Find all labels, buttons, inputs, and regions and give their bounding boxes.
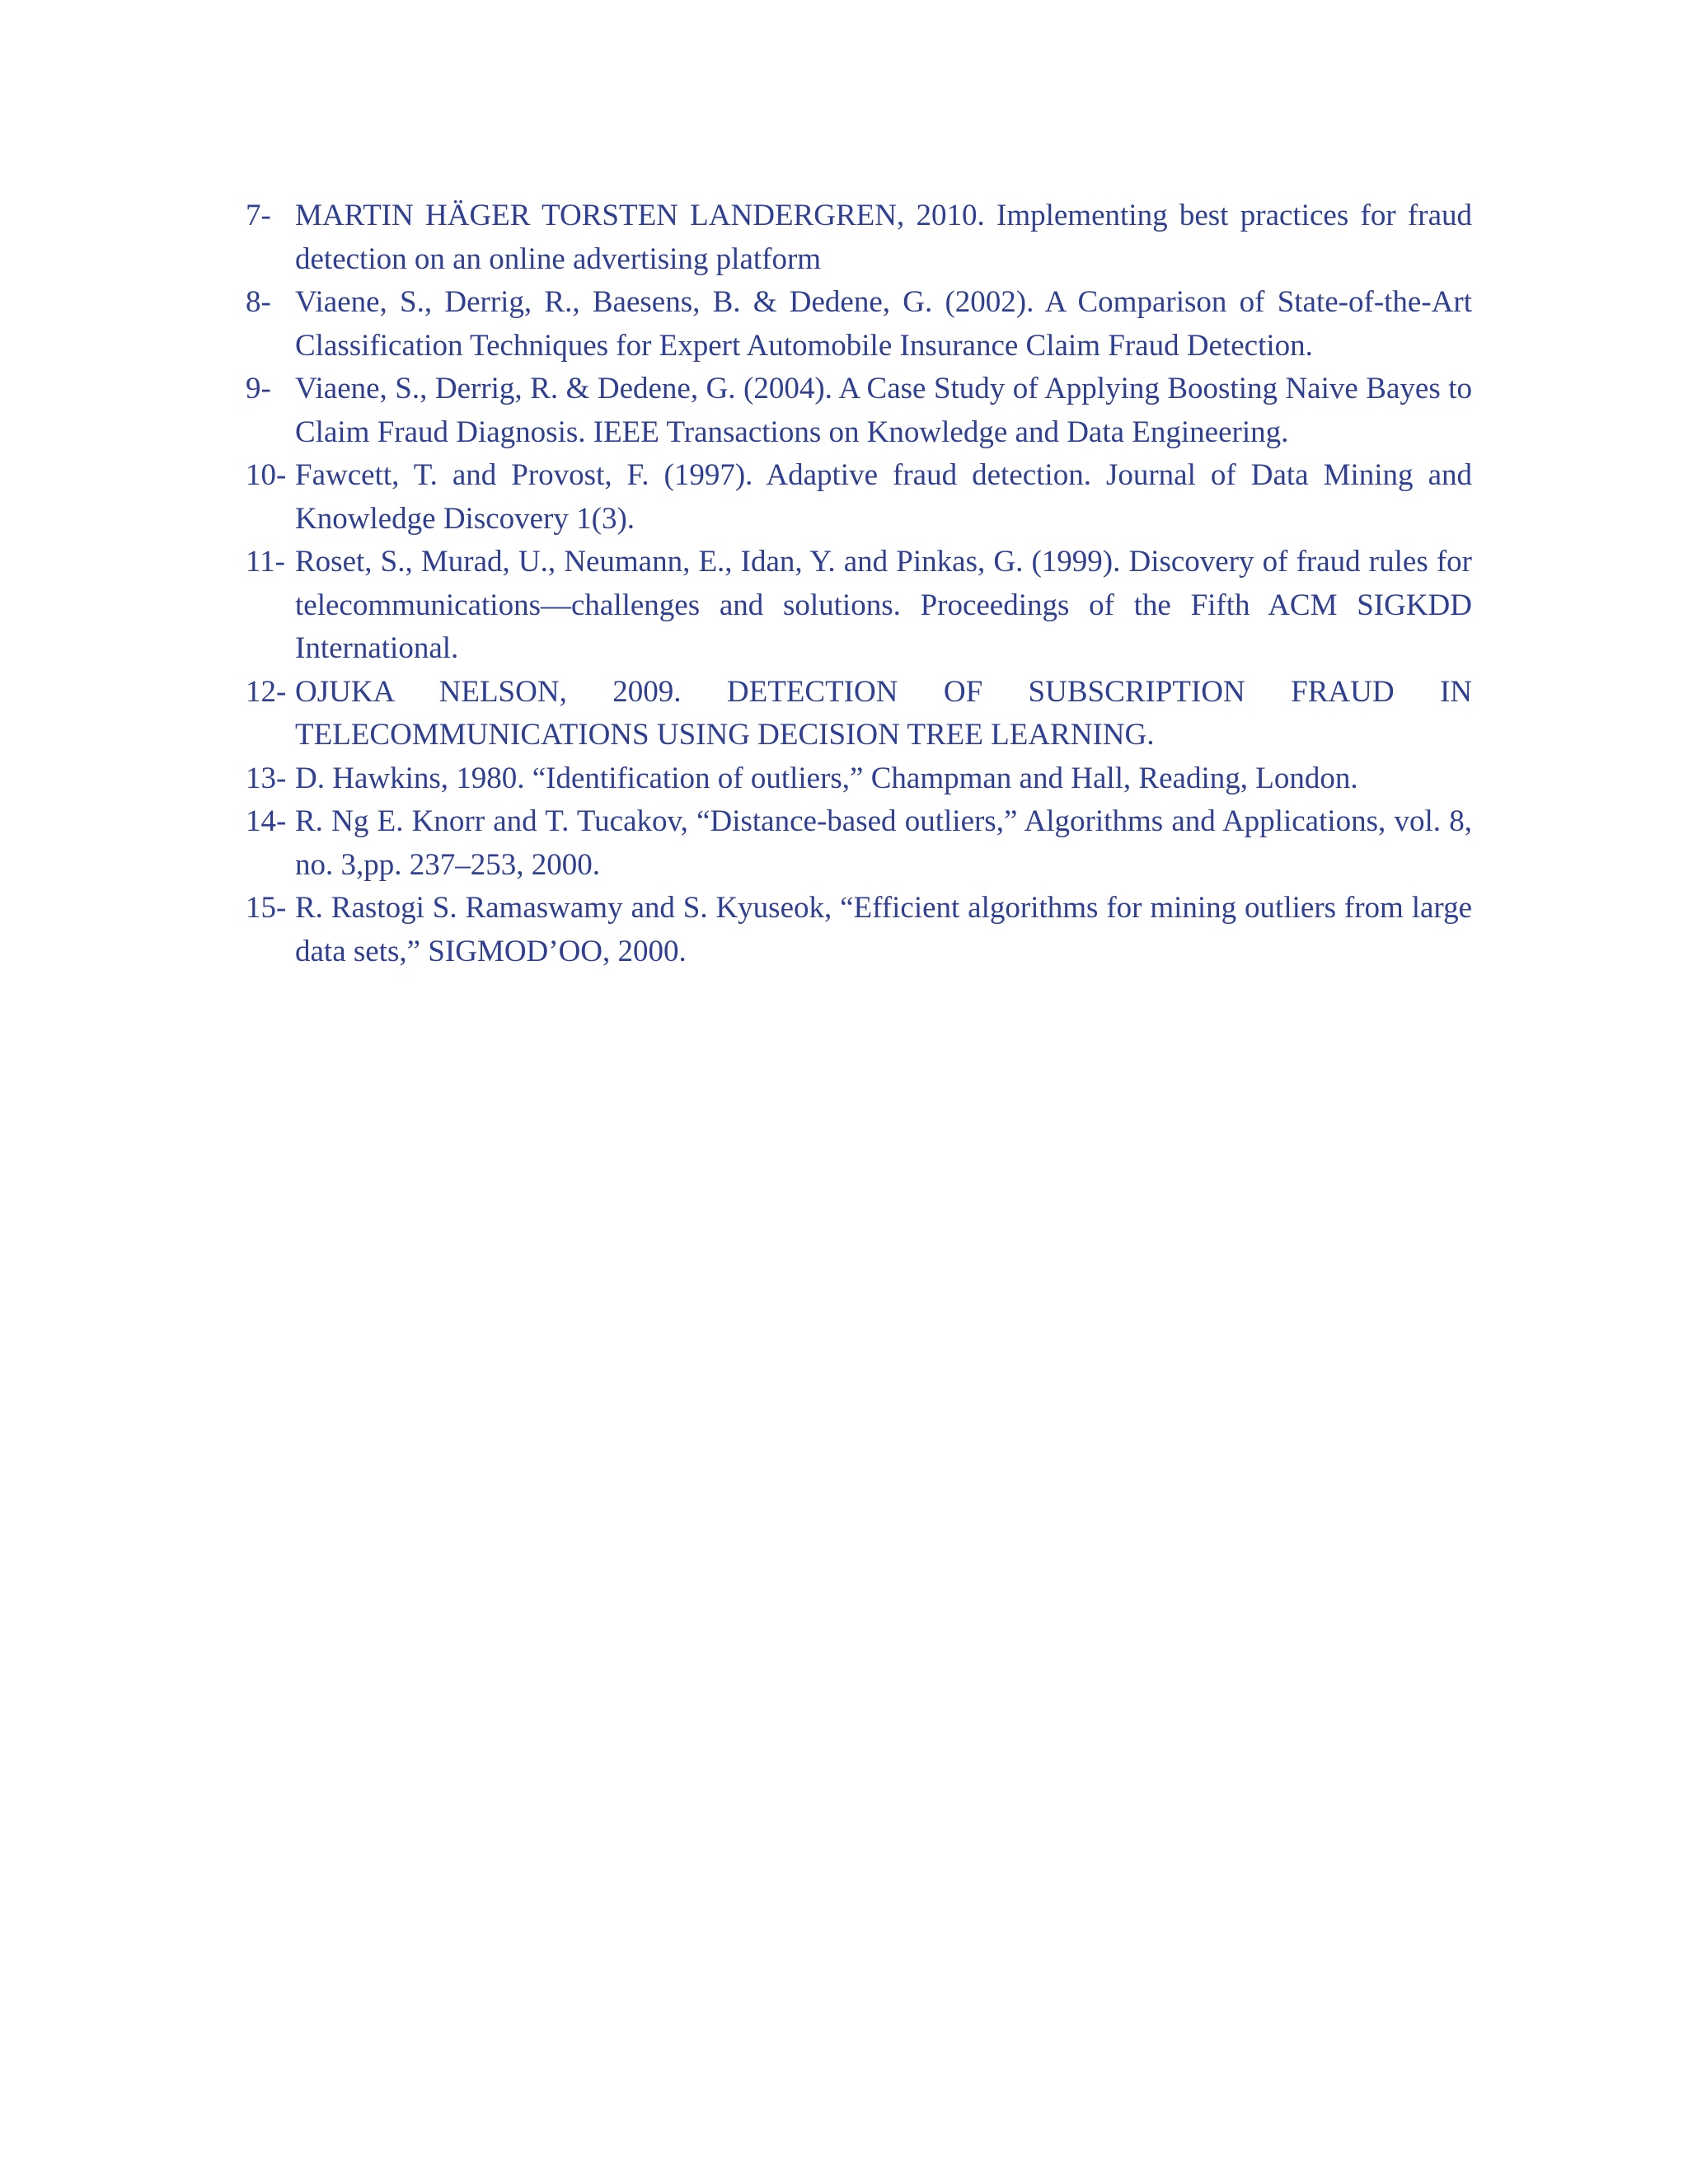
reference-number: 8- [246, 285, 271, 319]
reference-item-13 [246, 757, 1472, 801]
reference-number: 7- [246, 199, 271, 232]
reference-number: 14- [246, 804, 287, 838]
reference-number: 10- [246, 458, 287, 492]
reference-list [246, 194, 1472, 973]
reference-text: D. Hawkins, 1980. “Identification of outliers,” Champman and Hall, Reading, London. [295, 761, 1358, 795]
reference-item-10 [246, 454, 1472, 541]
reference-text: R. Ng E. Knorr and T. Tucakov, “Distance-based outliers,” Algorithms and Applications, vol. 8, no. 3,pp. 237–253, 2000. [295, 804, 1472, 882]
reference-text: Viaene, S., Derrig, R. & Dedene, G. (2004). A Case Study of Applying Boosting Naive Bayes to Claim Fraud Diagnosis. IEEE Transactions on Knowledge and Data Engineering. [295, 372, 1472, 449]
reference-text: Viaene, S., Derrig, R., Baesens, B. & Dedene, G. (2002). A Comparison of State-of-the-Art Classification Techniques for Expert Automobile Insurance Claim Fraud Detection. [295, 285, 1472, 363]
reference-item-14 [246, 800, 1472, 887]
reference-item-11 [246, 541, 1472, 671]
reference-number: 12- [246, 674, 287, 709]
reference-text: OJUKA NELSON, 2009. DETECTION OF SUBSCRIPTION FRAUD IN TELECOMMUNICATIONS USING DECISION TREE LEARNING. [295, 674, 1472, 752]
reference-number: 15- [246, 891, 287, 925]
reference-item-12 [246, 671, 1472, 757]
reference-number: 9- [246, 372, 271, 405]
reference-text: R. Rastogi S. Ramaswamy and S. Kyuseok, “Efficient algorithms for mining outliers from large data sets,” SIGMOD’OO, 2000. [295, 891, 1472, 968]
reference-number: 13- [246, 761, 287, 795]
reference-text: MARTIN HÄGER TORSTEN LANDERGREN, 2010. Implementing best practices for fraud detection on an online advertising platform [295, 199, 1472, 276]
reference-text: Fawcett, T. and Provost, F. (1997). Adaptive fraud detection. Journal of Data Mining and Knowledge Discovery 1(3). [295, 458, 1472, 536]
reference-item-9 [246, 368, 1472, 454]
reference-text: Roset, S., Murad, U., Neumann, E., Idan, Y. and Pinkas, G. (1999). Discovery of fraud rules for telecommunications—challenges and solutions. Proceedings of the Fifth ACM SIGKDD International. [295, 545, 1472, 665]
reference-item-7 [246, 194, 1472, 281]
reference-item-15 [246, 887, 1472, 973]
reference-item-8 [246, 281, 1472, 368]
reference-number: 11- [246, 545, 285, 579]
